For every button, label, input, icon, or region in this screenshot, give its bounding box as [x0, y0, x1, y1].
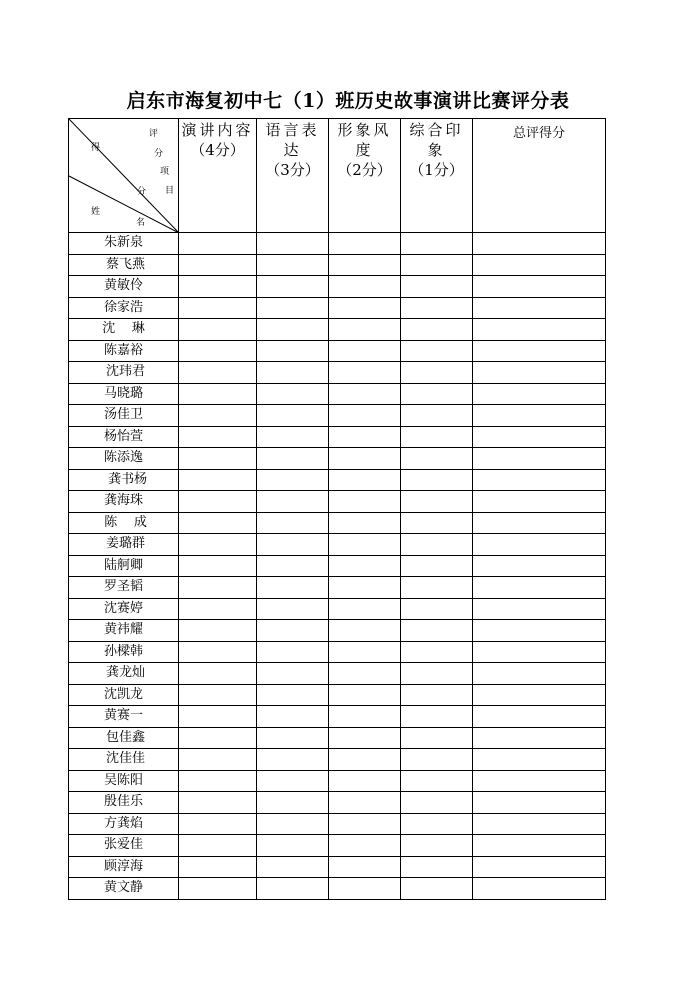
appearance-score-cell[interactable] [329, 426, 401, 448]
criterion-content-header [179, 119, 257, 233]
student-row [69, 598, 606, 620]
content-score-cell[interactable] [179, 620, 257, 642]
overall-score-cell[interactable] [401, 706, 473, 728]
student-name: 马晓璐 [69, 383, 179, 405]
student-row [69, 340, 606, 362]
student-row [69, 663, 606, 685]
student-row [69, 727, 606, 749]
total-score-cell[interactable] [473, 770, 606, 792]
student-row [69, 362, 606, 384]
student-name: 吴陈阳 [69, 770, 179, 792]
student-row [69, 276, 606, 298]
diag-label-ping: 评 [149, 129, 159, 139]
appearance-score-cell[interactable] [329, 792, 401, 814]
content-score-cell[interactable] [179, 426, 257, 448]
appearance-score-cell[interactable] [329, 663, 401, 685]
content-score-cell[interactable] [179, 448, 257, 470]
student-row [69, 254, 606, 276]
overall-score-cell[interactable] [401, 878, 473, 900]
language-score-cell[interactable] [257, 383, 329, 405]
total-score-cell[interactable] [473, 254, 606, 276]
appearance-score-cell[interactable] [329, 469, 401, 491]
appearance-score-cell[interactable] [329, 491, 401, 513]
content-score-cell[interactable] [179, 577, 257, 599]
appearance-score-cell[interactable] [329, 835, 401, 857]
appearance-score-cell[interactable] [329, 620, 401, 642]
language-score-cell[interactable] [257, 340, 329, 362]
overall-score-cell[interactable] [401, 684, 473, 706]
student-name: 沈赛婷 [69, 598, 179, 620]
criterion-language-header [257, 119, 329, 233]
overall-score-cell[interactable] [401, 362, 473, 384]
student-row [69, 469, 606, 491]
student-name: 龚书杨 [69, 469, 179, 491]
appearance-score-cell[interactable] [329, 276, 401, 298]
content-score-cell[interactable] [179, 813, 257, 835]
language-score-cell[interactable] [257, 233, 329, 255]
appearance-score-cell[interactable] [329, 641, 401, 663]
student-row [69, 770, 606, 792]
appearance-score-cell[interactable] [329, 534, 401, 556]
overall-score-cell[interactable] [401, 512, 473, 534]
criterion-appearance-header [329, 119, 401, 233]
overall-score-cell[interactable] [401, 405, 473, 427]
content-score-cell[interactable] [179, 598, 257, 620]
total-score-cell[interactable] [473, 813, 606, 835]
language-score-cell[interactable] [257, 641, 329, 663]
total-score-cell[interactable] [473, 684, 606, 706]
total-score-cell[interactable] [473, 663, 606, 685]
appearance-score-cell[interactable] [329, 340, 401, 362]
overall-score-cell[interactable] [401, 663, 473, 685]
total-score-cell[interactable] [473, 641, 606, 663]
language-score-cell[interactable] [257, 534, 329, 556]
criterion-title: 演讲内容 [181, 121, 254, 139]
total-score-cell[interactable] [473, 405, 606, 427]
student-row [69, 426, 606, 448]
content-score-cell[interactable] [179, 534, 257, 556]
score-table [68, 118, 606, 900]
content-score-cell[interactable] [179, 878, 257, 900]
overall-score-cell[interactable] [401, 469, 473, 491]
criterion-title: 综合印象 [409, 121, 464, 159]
content-score-cell[interactable] [179, 770, 257, 792]
language-score-cell[interactable] [257, 276, 329, 298]
total-score-cell[interactable] [473, 297, 606, 319]
language-score-cell[interactable] [257, 727, 329, 749]
appearance-score-cell[interactable] [329, 770, 401, 792]
language-score-cell[interactable] [257, 319, 329, 341]
appearance-score-cell[interactable] [329, 512, 401, 534]
language-score-cell[interactable] [257, 297, 329, 319]
student-name: 沈佳佳 [69, 749, 179, 771]
student-name: 陈添逸 [69, 448, 179, 470]
total-score-cell[interactable] [473, 878, 606, 900]
overall-score-cell[interactable] [401, 620, 473, 642]
criterion-points: （4分） [190, 141, 245, 159]
content-score-cell[interactable] [179, 233, 257, 255]
overall-score-cell[interactable] [401, 426, 473, 448]
total-score-cell[interactable] [473, 792, 606, 814]
student-name: 方龚焰 [69, 813, 179, 835]
appearance-score-cell[interactable] [329, 383, 401, 405]
appearance-score-cell[interactable] [329, 727, 401, 749]
appearance-score-cell[interactable] [329, 555, 401, 577]
appearance-score-cell[interactable] [329, 448, 401, 470]
overall-score-cell[interactable] [401, 813, 473, 835]
content-score-cell[interactable] [179, 856, 257, 878]
diag-label-mu: 目 [165, 186, 175, 196]
appearance-score-cell[interactable] [329, 684, 401, 706]
student-row [69, 233, 606, 255]
student-name: 包佳鑫 [69, 727, 179, 749]
criterion-overall-header [401, 119, 473, 233]
student-row [69, 749, 606, 771]
total-score-cell[interactable] [473, 534, 606, 556]
appearance-score-cell[interactable] [329, 297, 401, 319]
student-row [69, 383, 606, 405]
student-name: 黄文静 [69, 878, 179, 900]
language-score-cell[interactable] [257, 555, 329, 577]
language-score-cell[interactable] [257, 512, 329, 534]
language-score-cell[interactable] [257, 856, 329, 878]
student-row [69, 555, 606, 577]
student-name: 陈嘉裕 [69, 340, 179, 362]
overall-score-cell[interactable] [401, 491, 473, 513]
overall-score-cell[interactable] [401, 383, 473, 405]
content-score-cell[interactable] [179, 792, 257, 814]
overall-score-cell[interactable] [401, 835, 473, 857]
appearance-score-cell[interactable] [329, 362, 401, 384]
criterion-title: 语言表达 [265, 121, 320, 159]
diag-label-fen1: 分 [154, 149, 164, 159]
appearance-score-cell[interactable] [329, 598, 401, 620]
diag-label-de: 得 [91, 143, 101, 153]
appearance-score-cell[interactable] [329, 577, 401, 599]
total-score-cell[interactable] [473, 233, 606, 255]
language-score-cell[interactable] [257, 426, 329, 448]
total-score-cell[interactable] [473, 319, 606, 341]
student-name: 陆舸卿 [69, 555, 179, 577]
overall-score-cell[interactable] [401, 727, 473, 749]
student-row [69, 813, 606, 835]
appearance-score-cell[interactable] [329, 319, 401, 341]
student-row [69, 620, 606, 642]
overall-score-cell[interactable] [401, 577, 473, 599]
student-name: 黄祎耀 [69, 620, 179, 642]
diag-label-xing: 姓 [91, 207, 101, 217]
student-name: 朱新泉 [69, 233, 179, 255]
overall-score-cell[interactable] [401, 254, 473, 276]
overall-score-cell[interactable] [401, 770, 473, 792]
content-score-cell[interactable] [179, 555, 257, 577]
content-score-cell[interactable] [179, 297, 257, 319]
total-score-cell[interactable] [473, 362, 606, 384]
total-score-cell[interactable] [473, 727, 606, 749]
total-score-cell[interactable] [473, 555, 606, 577]
content-score-cell[interactable] [179, 254, 257, 276]
student-name: 孙樑韩 [69, 641, 179, 663]
student-name: 沈玮君 [69, 362, 179, 384]
content-score-cell[interactable] [179, 512, 257, 534]
total-score-cell[interactable] [473, 448, 606, 470]
content-score-cell[interactable] [179, 362, 257, 384]
content-score-cell[interactable] [179, 405, 257, 427]
student-row [69, 491, 606, 513]
language-score-cell[interactable] [257, 577, 329, 599]
language-score-cell[interactable] [257, 835, 329, 857]
content-score-cell[interactable] [179, 641, 257, 663]
overall-score-cell[interactable] [401, 448, 473, 470]
appearance-score-cell[interactable] [329, 233, 401, 255]
student-name: 黄敏伶 [69, 276, 179, 298]
overall-score-cell[interactable] [401, 555, 473, 577]
student-name: 龚海珠 [69, 491, 179, 513]
content-score-cell[interactable] [179, 706, 257, 728]
content-score-cell[interactable] [179, 383, 257, 405]
overall-score-cell[interactable] [401, 792, 473, 814]
language-score-cell[interactable] [257, 448, 329, 470]
total-score-header: 总评得分 [473, 119, 606, 233]
total-score-cell[interactable] [473, 856, 606, 878]
student-row [69, 856, 606, 878]
total-score-cell[interactable] [473, 598, 606, 620]
total-score-cell[interactable] [473, 469, 606, 491]
student-row [69, 512, 606, 534]
language-score-cell[interactable] [257, 706, 329, 728]
language-score-cell[interactable] [257, 770, 329, 792]
appearance-score-cell[interactable] [329, 878, 401, 900]
page-title: 启东市海复初中七（1）班历史故事演讲比赛评分表 [126, 90, 570, 112]
language-score-cell[interactable] [257, 684, 329, 706]
student-name: 殷佳乐 [69, 792, 179, 814]
language-score-cell[interactable] [257, 405, 329, 427]
language-score-cell[interactable] [257, 598, 329, 620]
content-score-cell[interactable] [179, 319, 257, 341]
student-row [69, 448, 606, 470]
overall-score-cell[interactable] [401, 340, 473, 362]
appearance-score-cell[interactable] [329, 706, 401, 728]
criterion-points: （3分） [265, 161, 320, 179]
overall-score-cell[interactable] [401, 598, 473, 620]
total-score-cell[interactable] [473, 276, 606, 298]
language-score-cell[interactable] [257, 491, 329, 513]
diag-label-fen2: 分 [137, 187, 147, 197]
student-name: 杨怡萱 [69, 426, 179, 448]
student-name: 张爱佳 [69, 835, 179, 857]
content-score-cell[interactable] [179, 835, 257, 857]
diag-label-xiang: 项 [160, 167, 170, 177]
student-row [69, 641, 606, 663]
student-name: 徐家浩 [69, 297, 179, 319]
total-score-cell[interactable] [473, 512, 606, 534]
language-score-cell[interactable] [257, 749, 329, 771]
student-row [69, 405, 606, 427]
student-name: 陈 成 [69, 512, 179, 534]
language-score-cell[interactable] [257, 362, 329, 384]
language-score-cell[interactable] [257, 469, 329, 491]
language-score-cell[interactable] [257, 813, 329, 835]
student-row [69, 534, 606, 556]
content-score-cell[interactable] [179, 684, 257, 706]
student-name: 龚龙灿 [69, 663, 179, 685]
student-row [69, 835, 606, 857]
content-score-cell[interactable] [179, 340, 257, 362]
diag-label-ming: 名 [136, 218, 146, 228]
student-row [69, 792, 606, 814]
criterion-points: （2分） [337, 161, 392, 179]
content-score-cell[interactable] [179, 469, 257, 491]
student-row [69, 577, 606, 599]
student-name: 姜璐群 [69, 534, 179, 556]
overall-score-cell[interactable] [401, 276, 473, 298]
appearance-score-cell[interactable] [329, 813, 401, 835]
student-name: 沈凯龙 [69, 684, 179, 706]
total-score-cell[interactable] [473, 383, 606, 405]
appearance-score-cell[interactable] [329, 254, 401, 276]
student-name: 沈 琳 [69, 319, 179, 341]
language-score-cell[interactable] [257, 254, 329, 276]
appearance-score-cell[interactable] [329, 856, 401, 878]
language-score-cell[interactable] [257, 878, 329, 900]
total-score-cell[interactable] [473, 749, 606, 771]
student-row [69, 319, 606, 341]
content-score-cell[interactable] [179, 276, 257, 298]
total-score-cell[interactable] [473, 706, 606, 728]
appearance-score-cell[interactable] [329, 749, 401, 771]
appearance-score-cell[interactable] [329, 405, 401, 427]
header-row [69, 119, 606, 233]
content-score-cell[interactable] [179, 727, 257, 749]
criterion-points: （1分） [409, 161, 464, 179]
overall-score-cell[interactable] [401, 534, 473, 556]
student-name: 罗圣韬 [69, 577, 179, 599]
student-row [69, 684, 606, 706]
student-name: 顾淳海 [69, 856, 179, 878]
content-score-cell[interactable] [179, 491, 257, 513]
total-score-cell[interactable] [473, 426, 606, 448]
student-name: 黄赛一 [69, 706, 179, 728]
total-score-cell[interactable] [473, 491, 606, 513]
language-score-cell[interactable] [257, 792, 329, 814]
total-score-cell[interactable] [473, 340, 606, 362]
total-score-cell[interactable] [473, 835, 606, 857]
overall-score-cell[interactable] [401, 749, 473, 771]
criterion-title: 形象风度 [337, 121, 392, 159]
overall-score-cell[interactable] [401, 641, 473, 663]
overall-score-cell[interactable] [401, 297, 473, 319]
total-score-cell[interactable] [473, 620, 606, 642]
overall-score-cell[interactable] [401, 233, 473, 255]
overall-score-cell[interactable] [401, 319, 473, 341]
overall-score-cell[interactable] [401, 856, 473, 878]
diagonal-header-cell [69, 119, 179, 233]
student-row [69, 706, 606, 728]
content-score-cell[interactable] [179, 749, 257, 771]
language-score-cell[interactable] [257, 620, 329, 642]
content-score-cell[interactable] [179, 663, 257, 685]
student-name: 蔡飞燕 [69, 254, 179, 276]
student-name: 汤佳卫 [69, 405, 179, 427]
student-row [69, 297, 606, 319]
student-row [69, 878, 606, 900]
total-score-cell[interactable] [473, 577, 606, 599]
language-score-cell[interactable] [257, 663, 329, 685]
